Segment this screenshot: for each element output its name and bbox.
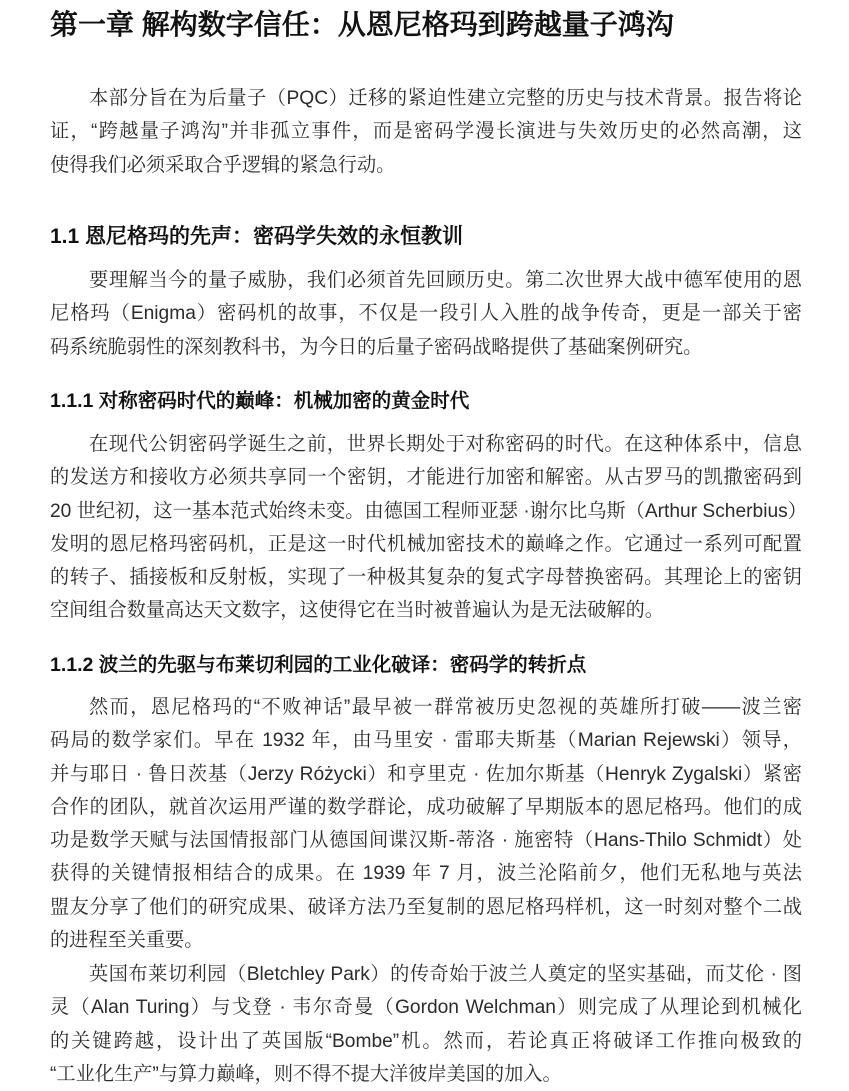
section-heading-1-1-1: 1.1.1 对称密码时代的巅峰：机械加密的黄金时代 <box>50 390 470 412</box>
intro-paragraph <box>50 82 802 182</box>
section-heading-1-1-2: 1.1.2 波兰的先驱与布莱切利园的工业化破译：密码学的转折点 <box>50 654 587 676</box>
text-line: 盟友分享了他们的研究成果、破译方法乃至复制的恩尼格玛样机，这一时刻对整个二战 <box>50 896 802 918</box>
text-line: 的发送方和接收方必须共享同一个密钥，才能进行加密和解密。从古罗马的凯撒密码到 <box>50 467 802 489</box>
text-line: 证，“跨越量子鸿沟”并非孤立事件，而是密码学漫长演进与失效历史的必然高潮，这 <box>50 121 802 143</box>
text-line: 本部分旨在为后量子（PQC）迁移的紧迫性建立完整的历史与技术背景。报告将论 <box>89 88 802 109</box>
text-line: 灵（Alan Turing）与戈登 · 韦尔奇曼（Gordon Welchman）则完成了从理论到机械化 <box>50 997 802 1019</box>
section-1-1-1-paragraph <box>50 428 807 628</box>
text-line: 使得我们必须采取合乎逻辑的紧急行动。 <box>50 154 396 176</box>
text-line: 获得的关键情报相结合的成果。在 1939 年 7 月，波兰沦陷前夕，他们无私地与英法 <box>50 863 802 885</box>
section-1-1-2-paragraph-2 <box>50 958 802 1091</box>
text-line: 功是数学天赋与法国情报部门从德国间谍汉斯-蒂洛 · 施密特（Hans-Thilo Schmidt）处 <box>50 830 802 852</box>
text-line: 的进程至关重要。 <box>50 930 204 952</box>
section-heading-1-1: 1.1 恩尼格玛的先声：密码学失效的永恒教训 <box>50 225 464 248</box>
text-line: 要理解当今的量子威胁，我们必须首先回顾历史。第二次世界大战中德军使用的恩 <box>89 270 802 291</box>
text-line: 英国布莱切利园（Bletchley Park）的传奇始于波兰人奠定的坚实基础，而艾伦 · 图 <box>89 964 802 985</box>
text-line: 码系统脆弱性的深刻教科书，为今日的后量子密码战略提供了基础案例研究。 <box>50 336 703 358</box>
text-line: 在现代公钥密码学诞生之前，世界长期处于对称密码的时代。在这种体系中，信息 <box>89 434 802 455</box>
text-line: 发明的恩尼格玛密码机，正是这一时代机械加密技术的巅峰之作。它通过一系列可配置 <box>50 533 802 555</box>
text-line: 合作的团队，就首次运用严谨的数学群论，成功破解了早期版本的恩尼格玛。他们的成 <box>50 796 802 818</box>
text-line: 并与耶日 · 鲁日茨基（Jerzy Różycki）和亨里克 · 佐加尔斯基（Henryk Zygalski）紧密 <box>50 763 802 785</box>
text-line: 码局的数学家们。早在 1932 年，由马里安 · 雷耶夫斯基（Marian Rejewski）领导， <box>50 730 802 752</box>
chapter-title: 第一章 解构数字信任：从恩尼格玛到跨越量子鸿沟 <box>50 9 674 40</box>
text-line: 然而，恩尼格玛的“不败神话”最早被一群常被历史忽视的英雄所打破——波兰密 <box>89 697 802 718</box>
section-1-1-2-paragraph-1 <box>50 691 802 957</box>
text-line: 的转子、插接板和反射板，实现了一种极其复杂的复式字母替换密码。其理论上的密钥 <box>50 567 802 589</box>
text-line: 尼格玛（Enigma）密码机的故事，不仅是一段引人入胜的战争传奇，更是一部关于密 <box>50 303 802 325</box>
text-line: 20 世纪初，这一基本范式始终未变。由德国工程师亚瑟 ·谢尔比乌斯（Arthur Scherbius） <box>50 500 807 522</box>
text-line: 空间组合数量高达天文数字，这使得它在当时被普遍认为是无法破解的。 <box>50 600 664 622</box>
section-1-1-paragraph <box>50 264 802 364</box>
text-line: 的关键跨越，设计出了英国版“Bombe”机。然而，若论真正将破译工作推向极致的 <box>50 1030 802 1052</box>
text-line: “工业化生产”与算力巅峰，则不得不提大洋彼岸美国的加入。 <box>50 1063 562 1085</box>
